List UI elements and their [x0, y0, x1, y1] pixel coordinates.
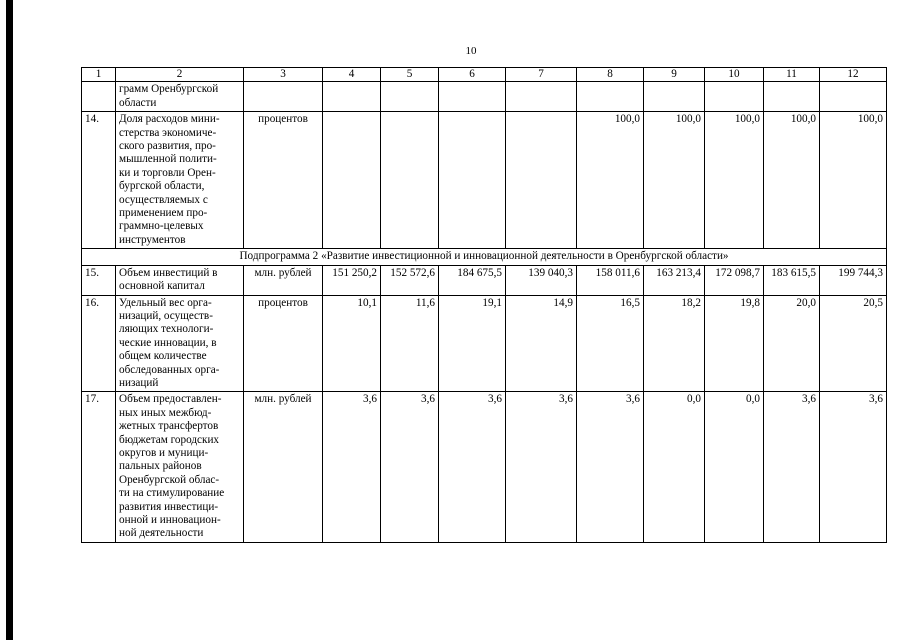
column-header: 1	[82, 68, 116, 82]
indicator-line: ческие инновации, в	[119, 336, 217, 349]
value-cell	[381, 112, 439, 249]
value-cell: 19,1	[439, 295, 506, 392]
column-header: 3	[244, 68, 323, 82]
value-cell: 163 213,4	[644, 265, 705, 295]
indicator-name-cell	[116, 265, 244, 295]
value-cell: 158 011,6	[577, 265, 644, 295]
indicator-line: общем количестве	[119, 350, 207, 363]
indicator-line: Доля расходов мини-	[119, 113, 220, 126]
value-cell: 151 250,2	[323, 265, 381, 295]
value-cell: 139 040,3	[506, 265, 577, 295]
indicator-name-cell	[116, 392, 244, 542]
value-cell: 0,0	[644, 392, 705, 542]
row-number: 14.	[82, 112, 116, 249]
value-cell: 14,9	[506, 295, 577, 392]
table-row	[82, 295, 887, 392]
value-cell: 3,6	[820, 392, 887, 542]
value-cell: 100,0	[577, 112, 644, 249]
column-header: 5	[381, 68, 439, 82]
indicator-line: ных иных межбюд-	[119, 406, 212, 419]
value-cell: 100,0	[644, 112, 705, 249]
column-number-row	[82, 68, 887, 82]
value-cell	[439, 112, 506, 249]
indicator-line: обследованных орга-	[119, 363, 220, 376]
value-cell: 152 572,6	[381, 265, 439, 295]
indicator-name-cell	[116, 295, 244, 392]
column-header: 12	[820, 68, 887, 82]
indicator-line: стерства экономиче-	[119, 126, 217, 139]
value-cell: 172 098,7	[705, 265, 764, 295]
value-cell: 183 615,5	[764, 265, 820, 295]
value-cell: 3,6	[764, 392, 820, 542]
column-header: 4	[323, 68, 381, 82]
indicator-line: Удельный вес орга-	[119, 296, 212, 309]
indicator-line: ти на стимулирование	[119, 487, 225, 500]
value-cell: 184 675,5	[439, 265, 506, 295]
column-header: 11	[764, 68, 820, 82]
indicator-line: бургской области,	[119, 180, 205, 193]
unit-cell: млн. рублей	[244, 265, 323, 295]
subprogram-title: Подпрограмма 2 «Развитие инвестиционной и инновационной деятельности в Оренбургской области»	[82, 249, 887, 265]
column-header: 9	[644, 68, 705, 82]
indicator-name-cell	[116, 112, 244, 249]
table-row	[82, 112, 887, 249]
indicator-line: инструментов	[119, 233, 186, 246]
indicator-line: округов и муници-	[119, 446, 209, 459]
indicator-line: онной и инновацион-	[119, 514, 221, 526]
table-row	[82, 265, 887, 295]
row-number: 16.	[82, 295, 116, 392]
unit-cell: процентов	[244, 295, 323, 392]
value-cell: 18,2	[644, 295, 705, 392]
value-cell: 3,6	[577, 392, 644, 542]
value-cell: 11,6	[381, 295, 439, 392]
value-cell: 3,6	[439, 392, 506, 542]
indicator-line: бюджетам городских	[119, 433, 220, 446]
value-cell: 3,6	[381, 392, 439, 542]
indicator-line: применением про-	[119, 207, 208, 220]
continuation-line: области	[119, 96, 157, 109]
indicators-table	[81, 67, 887, 543]
row-number: 17.	[82, 392, 116, 542]
row-number: 15.	[82, 265, 116, 295]
column-header: 7	[506, 68, 577, 82]
unit-cell: процентов	[244, 112, 323, 249]
indicator-line: жетных трансфертов	[119, 420, 219, 433]
table-row	[82, 392, 887, 542]
indicator-line: основной капитал	[119, 280, 205, 293]
indicator-line: ки и торговли Орен-	[119, 166, 216, 179]
value-cell: 19,8	[705, 295, 764, 392]
column-header: 8	[577, 68, 644, 82]
value-cell: 20,0	[764, 295, 820, 392]
indicator-line: пальных районов	[119, 460, 202, 473]
subprogram-row	[82, 249, 887, 265]
indicator-line: низаций, осуществ-	[119, 309, 213, 322]
indicator-line: Объем предоставлен-	[119, 393, 222, 406]
indicator-line: низаций	[119, 376, 159, 389]
continuation-row	[82, 82, 887, 112]
scan-edge-bar	[6, 0, 13, 640]
indicator-line: Оренбургской облас-	[119, 473, 220, 486]
value-cell: 20,5	[820, 295, 887, 392]
page-number: 10	[465, 45, 477, 57]
indicator-line: развития инвестици-	[119, 500, 219, 513]
indicator-line: граммно-целевых	[119, 220, 204, 233]
value-cell	[323, 112, 381, 249]
indicator-line: ной деятельности	[119, 527, 204, 540]
value-cell: 100,0	[705, 112, 764, 249]
column-header: 2	[116, 68, 244, 82]
continuation-line: грамм Оренбургской	[119, 83, 219, 96]
value-cell	[506, 112, 577, 249]
indicator-line: ского развития, про-	[119, 140, 216, 153]
column-header: 6	[439, 68, 506, 82]
indicator-line: мышленной полити-	[119, 153, 217, 166]
value-cell: 3,6	[323, 392, 381, 542]
value-cell: 10,1	[323, 295, 381, 392]
indicator-line: ляющих технологи-	[119, 323, 214, 336]
indicator-line: осуществляемых с	[119, 193, 208, 206]
value-cell: 16,5	[577, 295, 644, 392]
continuation-indicator-cell	[116, 82, 244, 112]
value-cell: 100,0	[820, 112, 887, 249]
indicator-line: Объем инвестиций в	[119, 266, 218, 279]
value-cell: 100,0	[764, 112, 820, 249]
value-cell: 3,6	[506, 392, 577, 542]
unit-cell: млн. рублей	[244, 392, 323, 542]
value-cell: 0,0	[705, 392, 764, 542]
value-cell: 199 744,3	[820, 265, 887, 295]
column-header: 10	[705, 68, 764, 82]
